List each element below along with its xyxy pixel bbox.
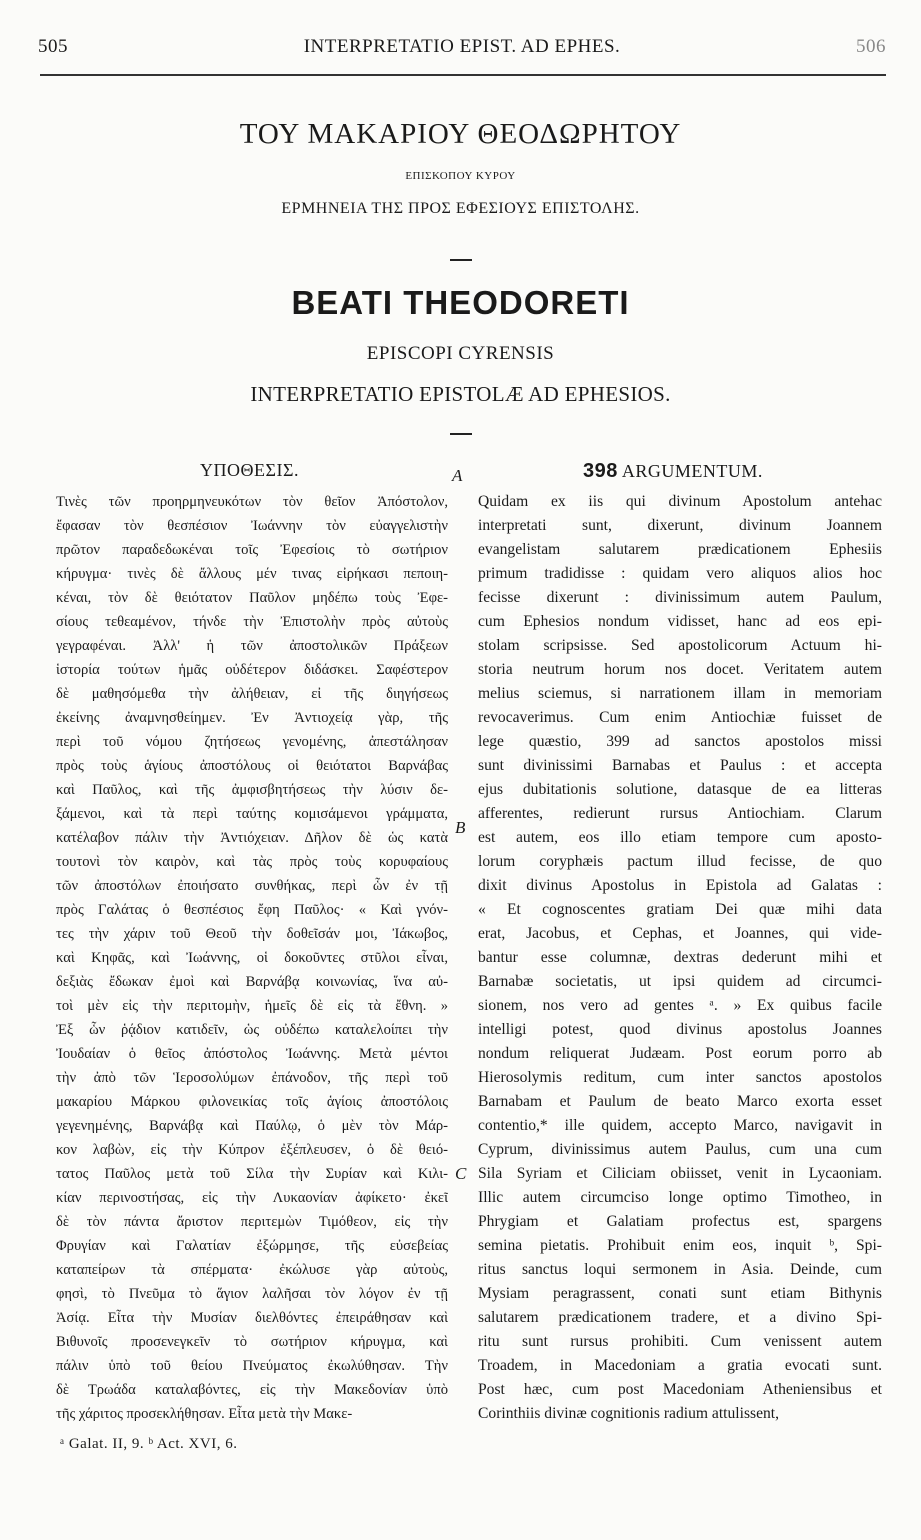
text-line: ejus dubitationis solutione, datasque de ea litteras	[478, 781, 882, 798]
page-number-left: 505	[38, 36, 68, 57]
latin-column-heading	[583, 460, 763, 483]
text-line: τουτονὶ τὸν καιρὸν, καὶ τὰς πρὸς τοὺς κορυφαίους	[56, 854, 448, 870]
text-line: evangelistam salutarem prædicationem Ephesiis	[478, 541, 882, 558]
separator-dash	[450, 433, 472, 435]
text-line: nondum reliquerat Judæam. Post eorum porro ab	[478, 1045, 882, 1062]
text-line: Hierosolymis reditum, cum inter sanctos apostolos	[478, 1069, 882, 1086]
text-line: τῆς χάριτος προσεκλήθησαν. Εἶτα μετὰ τὴν Μακε-	[56, 1406, 353, 1422]
text-line: erat, Jacobus, et Cephas, et Joannes, qui vide-	[478, 925, 882, 942]
text-line: δὲ τὸν πάντα ἄριστον περιτεμὼν Τιμόθεον, εἰς τὴν	[56, 1214, 448, 1230]
text-line: ἱστορία τούτων ἡμᾶς οὐδέτερον διδάσκει. Σαφέστερον	[56, 662, 448, 678]
text-line: Post hæc, cum post Macedoniam Atheniensibus et	[478, 1381, 882, 1398]
text-line: πρὸς τοὺς ἁγίους ἀποστόλους οἱ θειότατοι Βαρνάβας	[56, 758, 448, 774]
margin-letter-a: A	[452, 466, 463, 485]
text-line: πρὸς Γαλάτας ὁ θεσπέσιος ἔφη Παῦλος· « Καὶ γνόν-	[56, 902, 448, 918]
running-head	[38, 36, 886, 60]
text-line: primum tradidisse : quidam vero aliquos alios hoc	[478, 565, 882, 582]
text-line: stolam scripsisse. Sed apostolicorum Actuum hi-	[478, 637, 882, 654]
latin-subtitle: EPISCOPI CYRENSIS	[366, 343, 555, 364]
text-line: lege quæstio, 399 ad sanctos apostolos missi	[478, 733, 882, 750]
text-line: τῶν ἀποστόλων ἐποιήσατο συνθήκας, περὶ ὧν ἐν τῇ	[56, 878, 448, 894]
text-line: τατος Παῦλος μετὰ τοῦ Σίλα τὴν Συρίαν καὶ Κιλι-	[56, 1166, 448, 1182]
text-line: est autem, eos illo etiam tempore cum aposto-	[478, 829, 882, 846]
separator-dash	[450, 259, 472, 261]
text-line: intelligi potest, quod divinus apostolus Joannes	[478, 1021, 882, 1038]
text-line: κον λαβὼν, εἰς τὴν Κύπρον ἐξέπλευσεν, ὁ δὲ θειό-	[56, 1142, 448, 1158]
text-line: afferentes, redierunt rursus Antiochiam. Clarum	[478, 805, 882, 822]
text-line: melius sciemus, si narrationem illam in memoriam	[478, 685, 882, 702]
text-line: καὶ Κηφᾶς, καὶ Ἰωάννης, οἱ δοκοῦντες στῦλοι εἶναι,	[56, 950, 448, 966]
text-line: Φρυγίαν καὶ Γαλατίαν ἐξώρμησε, τῆς εὐσεβείας	[56, 1238, 448, 1254]
text-line: ξάμενοι, καὶ τὰ περὶ ταύτης κομισάμενοι γράμματα,	[56, 806, 448, 822]
header-rule	[40, 74, 886, 76]
footnote: ᵃ Galat. II, 9. ᵇ Act. XVI, 6.	[60, 1436, 238, 1452]
greek-text-column	[56, 490, 448, 1426]
text-line: ritu sunt rursus prohibiti. Cum venissent autem	[478, 1333, 882, 1350]
text-line: Mysiam peragrassent, conati sunt etiam Bithynis	[478, 1285, 882, 1302]
text-line: φησὶ, τὸ Πνεῦμα τὸ ἅγιον λαλῆσαι τὸν λόγον ἐν τῇ	[56, 1286, 448, 1302]
text-line: ἔφασαν τὸν θεσπέσιον Ἰωάννην τὸν εὐαγγελιστὴν	[56, 518, 448, 534]
text-line: sunt divinissimi Barnabas et Paulus : et accepta	[478, 757, 882, 774]
text-line: ritus sanctus loqui sermonem in Asia. Deinde, cum	[478, 1261, 882, 1278]
text-line: καὶ Παῦλος, καὶ τῆς ἀμφισβητήσεως τὴν λύσιν δε-	[56, 782, 448, 798]
text-line: κίαν περινοστήσας, εἰς τὴν Λυκαονίαν ἀφίκετο· ἐκεῖ	[56, 1190, 448, 1206]
text-line: ἐκείνης ἀναμνησθείημεν. Ἐν Ἀντιοχείᾳ γὰρ, τῆς	[56, 710, 448, 726]
text-line: δὲ Τρωάδα καταλαβόντες, εἰς τὴν Μακεδονίαν ὑπὸ	[56, 1382, 448, 1398]
page-number-right: 506	[856, 36, 886, 57]
greek-interpretation-title: ΕΡΜΗΝΕΙΑ ΤΗΣ ΠΡΟΣ ΕΦΕΣΙΟΥΣ ΕΠΙΣΤΟΛΗΣ.	[281, 200, 640, 217]
text-line: Quidam ex iis qui divinum Apostolum antehac	[478, 493, 882, 510]
text-line: contentio,* ille quidem, accepto Marco, navigavit in	[478, 1117, 882, 1134]
text-line: interpretati sunt, dixerunt, divinum Joannem	[478, 517, 882, 534]
text-line: cum Ephesios nondum vidisset, hanc ad eos epi-	[478, 613, 882, 630]
text-line: Βιθυνοῖς προσενεγκεῖν τὸ σωτήριον κήρυγμα, καὶ	[56, 1334, 448, 1350]
text-line: dixit divinus Apostolus in Epistola ad Galatas :	[478, 877, 882, 894]
text-line: Barnabam et Paulum de beato Marco exorta esset	[478, 1093, 882, 1110]
text-line: Τινὲς τῶν προηρμηνευκότων τὸν θεῖον Ἀπόστολον,	[56, 494, 448, 510]
text-line: κατέλαβον πάλιν τὴν Ἀντιόχειαν. Δῆλον δὲ ὡς κατὰ	[56, 830, 448, 846]
text-line: lorum coryphæis pactum illud fecisse, de quo	[478, 853, 882, 870]
text-line: καταπείρων τὰ σπέρματα· ἐκώλυσε γὰρ αὐτοὺς,	[56, 1262, 448, 1278]
text-line: bantur esse columnæ, dextras dederunt mihi et	[478, 949, 882, 966]
text-line: revocaverimus. Cum enim Antiochiæ fuisset de	[478, 709, 882, 726]
column-number: 398	[583, 460, 618, 482]
text-line: τες τὴν χάριν τοῦ Θεοῦ τὴν δοθεῖσάν μοι, Ἰάκωβος,	[56, 926, 448, 942]
text-line: « Et cognoscentes gratiam Dei quæ mihi data	[478, 901, 882, 918]
text-line: Ἰουδαίαν ὁ θεῖος ἀπόστολος Ἰωάννης. Μετὰ μέντοι	[56, 1046, 448, 1062]
text-line: δεξιὰς ἔδωκαν ἐμοὶ καὶ Βαρνάβᾳ κοινωνίας, ἵνα αὐ-	[56, 974, 448, 990]
text-line: Troadem, in Macedoniam a gratia evocati sunt.	[478, 1357, 882, 1374]
margin-letter-c: C	[455, 1164, 467, 1183]
text-line: Corinthiis divinæ cognitionis radium attulissent,	[478, 1405, 780, 1422]
latin-interpretation-title: INTERPRETATIO EPISTOLÆ AD EPHESIOS.	[250, 382, 671, 406]
text-line: salutarem prædicationem tradere, et a divino Spi-	[478, 1309, 882, 1326]
text-line: δὲ μαθησόμεθα τὴν ἀλήθειαν, εἰ τῆς διηγήσεως	[56, 686, 448, 702]
text-line: Ἐξ ὧν ῥᾴδιον κατιδεῖν, ὡς οὐδέπω καταλελοίπει τὴν	[56, 1022, 448, 1038]
text-line: πρῶτον παραδεδωκέναι τοῖς Ἐφεσίοις τὸ σωτήριον	[56, 542, 448, 558]
margin-letter-b: B	[455, 818, 466, 837]
greek-column-heading: ΥΠΟΘΕΣΙΣ.	[200, 460, 299, 480]
running-title: INTERPRETATIO EPIST. AD EPHES.	[303, 36, 621, 57]
text-line: γεγενημένης, Βαρνάβᾳ καὶ Παύλῳ, ὁ μὲν τὸν Μάρ-	[56, 1118, 448, 1134]
text-line: κέναι, τὸν δὲ θειότατον Παῦλον μηδέπω τοὺς Ἐφε-	[56, 590, 448, 606]
text-line: τὴν ἀπὸ τῶν Ἱεροσολύμων ἐπάνοδον, τῆς περὶ τοῦ	[56, 1070, 448, 1086]
latin-title: BEATI THEODORETI	[291, 284, 630, 321]
latin-heading-text: ARGUMENTUM.	[621, 461, 763, 481]
text-line: τοὶ μὲν εἰς τὴν περιτομὴν, ἡμεῖς δὲ εἰς τὰ ἔθνη. »	[56, 998, 448, 1014]
text-line: Phrygiam et Galatiam profectus est, spargens	[478, 1213, 882, 1230]
text-line: περὶ τοῦ νόμου ζητήσεως γενομένης, ἀπεστάλησαν	[56, 734, 448, 750]
text-line: γεγραφέναι. Ἀλλ' ἡ τῶν ἀποστολικῶν Πράξεων	[56, 638, 448, 654]
text-line: sionem, nos vero ad gentes ᵃ. » Ex quibus facile	[478, 997, 882, 1014]
text-line: storia neutrum horum nos docet. Veritatem autem	[478, 661, 882, 678]
text-line: σίους τεθεαμένον, τήνδε τὴν Ἐπιστολὴν πρὸς αὐτοὺς	[56, 614, 448, 630]
text-line: κήρυγμα· τινὲς δὲ ἄλλους μέν τινας εἰρήκασι πεποιη-	[56, 566, 448, 582]
text-line: semina pietatis. Prohibuit enim eos, inquit ᵇ, Spi-	[478, 1237, 882, 1254]
text-line: Sila Syriam et Ciliciam obiisset, venit in Lycaoniam.	[478, 1165, 882, 1182]
text-line: fecisse dixerunt : divinissimum autem Paulum,	[478, 589, 882, 606]
text-line: Ἀσίᾳ. Εἶτα τὴν Μυσίαν διελθόντες ἐπειράθησαν καὶ	[56, 1310, 448, 1326]
text-line: Barnabæ societatis, ut ipsi quidem ad circumci-	[478, 973, 882, 990]
text-line: Cyprum, divinissimus autem Paulus, cum una cum	[478, 1141, 882, 1158]
greek-title: ΤΟΥ ΜΑΚΑΡΙΟΥ ΘΕΟΔΩΡΗΤΟΥ	[239, 118, 682, 150]
text-line: μακαρίου Μάρκου φιλονεικίας τοῖς ἁγίοις ἀποστόλοις	[56, 1094, 448, 1110]
latin-text-column	[478, 490, 882, 1426]
text-line: πάλιν ὑπὸ τοῦ θείου Πνεύματος ἐκωλύθησαν. Τὴν	[56, 1358, 448, 1374]
text-line: Illic autem circumciso longe optimo Timotheo, in	[478, 1189, 882, 1206]
greek-subtitle: ΕΠΙΣΚΟΠΟΥ ΚΥΡΟΥ	[405, 170, 516, 182]
